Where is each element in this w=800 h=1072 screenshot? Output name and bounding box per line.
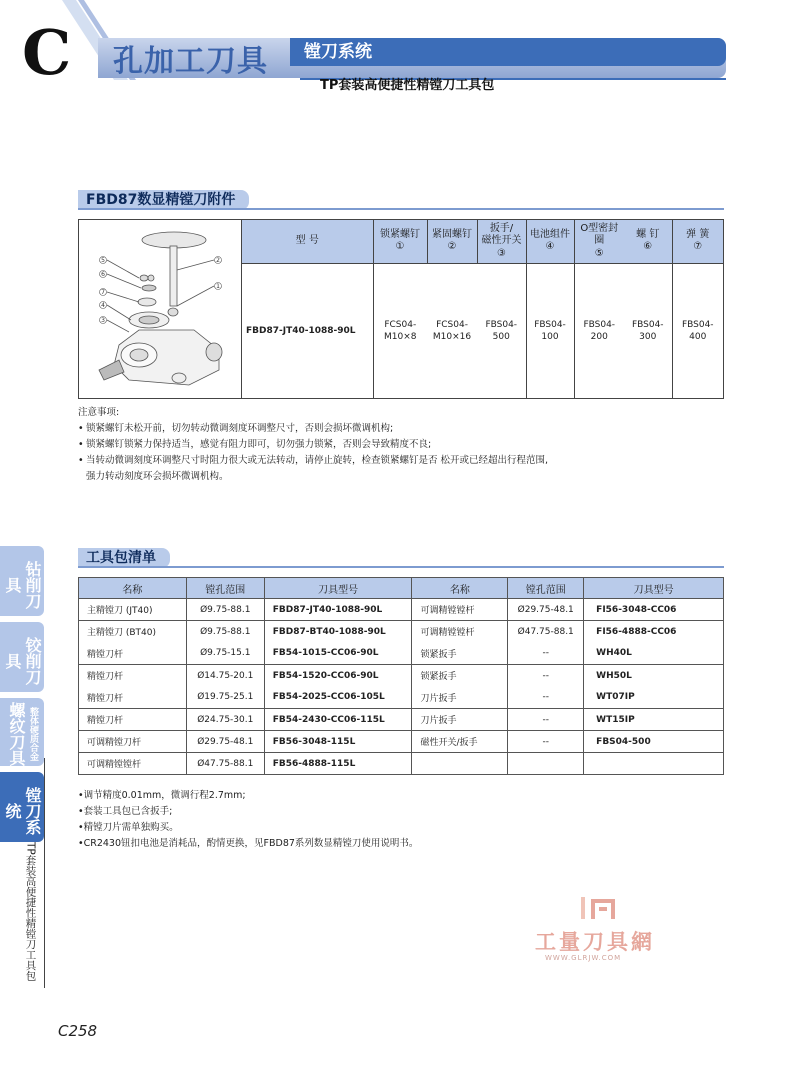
accessory-value: FCS04- M10×8 bbox=[373, 263, 427, 398]
kit-range: Ø19.75-25.1 bbox=[186, 687, 264, 709]
kit-model: FB54-1015-CC06-90L bbox=[264, 643, 412, 665]
table-row bbox=[79, 665, 724, 687]
figure-label: 6 bbox=[101, 271, 105, 278]
kit-name: 精镗刀杆 bbox=[79, 665, 187, 687]
kit-model: FI56-3048-CC06 bbox=[584, 599, 724, 621]
kit-model: FBS04-500 bbox=[584, 731, 724, 753]
kit-name: 可调精镗镗杆 bbox=[79, 753, 187, 775]
col-header-lock-screw: 锁紧螺钉 ① bbox=[373, 220, 427, 263]
col-header-wrench-switch: 扳手/ 磁性开关 ③ bbox=[477, 220, 526, 263]
notes-heading: 注意事项: bbox=[78, 407, 120, 418]
kit-model: WH40L bbox=[584, 643, 724, 665]
kit-range: Ø9.75-15.1 bbox=[186, 643, 264, 665]
kit-range: -- bbox=[508, 709, 584, 731]
col-header-battery: 电池组件 ④ bbox=[526, 220, 574, 263]
kit-range: Ø24.75-30.1 bbox=[186, 709, 264, 731]
kit-name: 精镗刀杆 bbox=[79, 687, 187, 709]
note-continuation: 强力转动刻度环会损坏微调机构。 bbox=[86, 471, 229, 482]
kit-name: 刀片扳手 bbox=[412, 709, 508, 731]
table-row bbox=[79, 753, 724, 775]
kit-col-header: 名称 bbox=[79, 578, 187, 599]
kit-name: 精镗刀杆 bbox=[79, 709, 187, 731]
kit-model: FB56-3048-115L bbox=[264, 731, 412, 753]
side-tab-reaming[interactable]: 铰削刀具 bbox=[0, 622, 44, 692]
watermark-logo-icon bbox=[581, 895, 621, 921]
kit-model: FB54-2430-CC06-115L bbox=[264, 709, 412, 731]
accessories-section-title: FBD87数显精镗刀附件 bbox=[78, 190, 249, 210]
kit-model bbox=[584, 753, 724, 775]
kit-range: -- bbox=[508, 665, 584, 687]
kit-range: -- bbox=[508, 687, 584, 709]
figure-label: 7 bbox=[101, 289, 105, 296]
kit-name bbox=[412, 753, 508, 775]
accessory-model: FBD87-JT40-1088-90L bbox=[246, 325, 356, 336]
page-title: 孔加工刀具 bbox=[113, 44, 268, 79]
kit-name: 可调精镗刀杆 bbox=[79, 731, 187, 753]
package-title: TP套装高便捷性精镗刀工具包 bbox=[320, 78, 495, 93]
kit-name: 刀片扳手 bbox=[412, 687, 508, 709]
kit-name: 主精镗刀 (BT40) bbox=[79, 621, 187, 643]
kit-name: 可调精镗镗杆 bbox=[412, 599, 508, 621]
kit-model: WH50L bbox=[584, 665, 724, 687]
kit-model: FB54-2025-CC06-105L bbox=[264, 687, 412, 709]
accessory-value: FCS04- M10×16 bbox=[432, 319, 472, 342]
table-row bbox=[79, 687, 724, 709]
kit-name: 锁紧扳手 bbox=[412, 643, 508, 665]
kit-name: 精镗刀杆 bbox=[79, 643, 187, 665]
kit-col-header: 刀具型号 bbox=[264, 578, 412, 599]
kit-notes-block bbox=[78, 788, 738, 852]
kit-range: Ø29.75-48.1 bbox=[508, 599, 584, 621]
figure-label: 4 bbox=[101, 302, 105, 309]
kit-section-title: 工具包清单 bbox=[78, 548, 170, 568]
table-row bbox=[79, 621, 724, 643]
kit-table bbox=[78, 577, 724, 775]
kit-model: FBD87-JT40-1088-90L bbox=[264, 599, 412, 621]
note-item: • 锁紧螺钉锁紧力保持适当，感觉有阻力即可，切勿强力锁紧，否则会导致精度不良; bbox=[78, 439, 432, 450]
notes-block bbox=[78, 405, 738, 485]
kit-range bbox=[508, 753, 584, 775]
kit-model: FB54-1520-CC06-90L bbox=[264, 665, 412, 687]
figure-label: 2 bbox=[216, 257, 220, 264]
kit-range: -- bbox=[508, 643, 584, 665]
kit-range: Ø29.75-48.1 bbox=[186, 731, 264, 753]
col-header-spring: 弹 簧 ⑦ bbox=[672, 220, 723, 263]
kit-note-item: •精镗刀片需单独购买。 bbox=[78, 822, 179, 833]
kit-model: FI56-4888-CC06 bbox=[584, 621, 724, 643]
col-header-screw: 螺 钉 ⑥ bbox=[624, 220, 672, 263]
figure-label: 3 bbox=[101, 317, 105, 324]
kit-header-row bbox=[79, 578, 724, 599]
side-section-label: TP套装高便捷性精镗刀工具包 bbox=[24, 842, 37, 981]
accessories-section-rule bbox=[78, 208, 724, 210]
kit-name: 锁紧扳手 bbox=[412, 665, 508, 687]
kit-col-header: 镗孔范围 bbox=[508, 578, 584, 599]
kit-name: 主精镗刀 (JT40) bbox=[79, 599, 187, 621]
kit-col-header: 刀具型号 bbox=[584, 578, 724, 599]
figure-label: 1 bbox=[216, 283, 220, 290]
kit-range: Ø9.75-88.1 bbox=[186, 599, 264, 621]
kit-model: FBD87-BT40-1088-90L bbox=[264, 621, 412, 643]
kit-model: WT07IP bbox=[584, 687, 724, 709]
watermark-text: 工量刀具網 bbox=[535, 930, 655, 954]
accessories-data-row bbox=[242, 263, 723, 398]
accessories-header-row bbox=[242, 220, 723, 263]
accessory-value: FBS04- 500 bbox=[485, 319, 518, 342]
side-rule bbox=[44, 758, 45, 988]
chapter-letter: C bbox=[22, 16, 72, 89]
note-item: • 锁紧螺钉未松开前，切勿转动微调刻度环调整尺寸，否则会损坏微调机构; bbox=[78, 423, 394, 434]
kit-name: 可调精镗镗杆 bbox=[412, 621, 508, 643]
accessories-table bbox=[78, 219, 724, 399]
side-tab-drilling[interactable]: 钻削刀具 bbox=[0, 546, 44, 616]
kit-col-header: 镗孔范围 bbox=[186, 578, 264, 599]
kit-note-item: •套装工具包已含扳手; bbox=[78, 806, 173, 817]
accessory-value: FBS04- 400 bbox=[672, 263, 723, 398]
accessory-value: FBS04- 200 bbox=[574, 263, 624, 398]
page-subtitle: 镗刀系统 bbox=[290, 38, 726, 66]
col-header-fix-screw: 紧固螺钉 ② bbox=[427, 220, 477, 263]
kit-range: Ø14.75-20.1 bbox=[186, 665, 264, 687]
note-item: • 当转动微调刻度环调整尺寸时阻力很大或无法转动，请停止旋转，检查锁紧螺钉是否 松开或已经超出行程范围, bbox=[78, 455, 549, 466]
kit-note-item: •CR2430钮扣电池是消耗品，酌情更换，见FBD87系列数显精镗刀使用说明书。 bbox=[78, 838, 419, 849]
kit-range: Ø9.75-88.1 bbox=[186, 621, 264, 643]
kit-range: -- bbox=[508, 731, 584, 753]
kit-note-item: •调节精度0.01mm，微调行程2.7mm; bbox=[78, 790, 246, 801]
kit-range: Ø47.75-88.1 bbox=[186, 753, 264, 775]
kit-section-rule bbox=[78, 566, 724, 568]
kit-model: FB56-4888-115L bbox=[264, 753, 412, 775]
table-row bbox=[79, 709, 724, 731]
page-number: C258 bbox=[58, 1022, 98, 1040]
kit-model: WT15IP bbox=[584, 709, 724, 731]
accessories-grid bbox=[242, 220, 723, 398]
side-tab-boring[interactable]: 镗刀系统 bbox=[0, 772, 44, 842]
accessory-value: FBS04- 300 bbox=[631, 319, 664, 342]
figure-label: 5 bbox=[101, 257, 105, 264]
table-row bbox=[79, 643, 724, 665]
kit-name: 磁性开关/扳手 bbox=[412, 731, 508, 753]
table-row bbox=[79, 731, 724, 753]
kit-range: Ø47.75-88.1 bbox=[508, 621, 584, 643]
exploded-view-drawing bbox=[79, 220, 242, 398]
kit-col-header: 名称 bbox=[412, 578, 508, 599]
accessory-value: FBS04- 100 bbox=[526, 263, 574, 398]
table-row bbox=[79, 599, 724, 621]
watermark-url: WWW.GLRJW.COM bbox=[545, 954, 622, 962]
col-header-o-ring: O型密封圈 ⑤ bbox=[574, 220, 624, 263]
side-tab-threading[interactable]: 螺纹刀具 整体硬质合金 bbox=[0, 698, 44, 766]
boring-head-exploded-figure bbox=[79, 220, 242, 398]
col-header-model: 型 号 bbox=[242, 220, 373, 263]
